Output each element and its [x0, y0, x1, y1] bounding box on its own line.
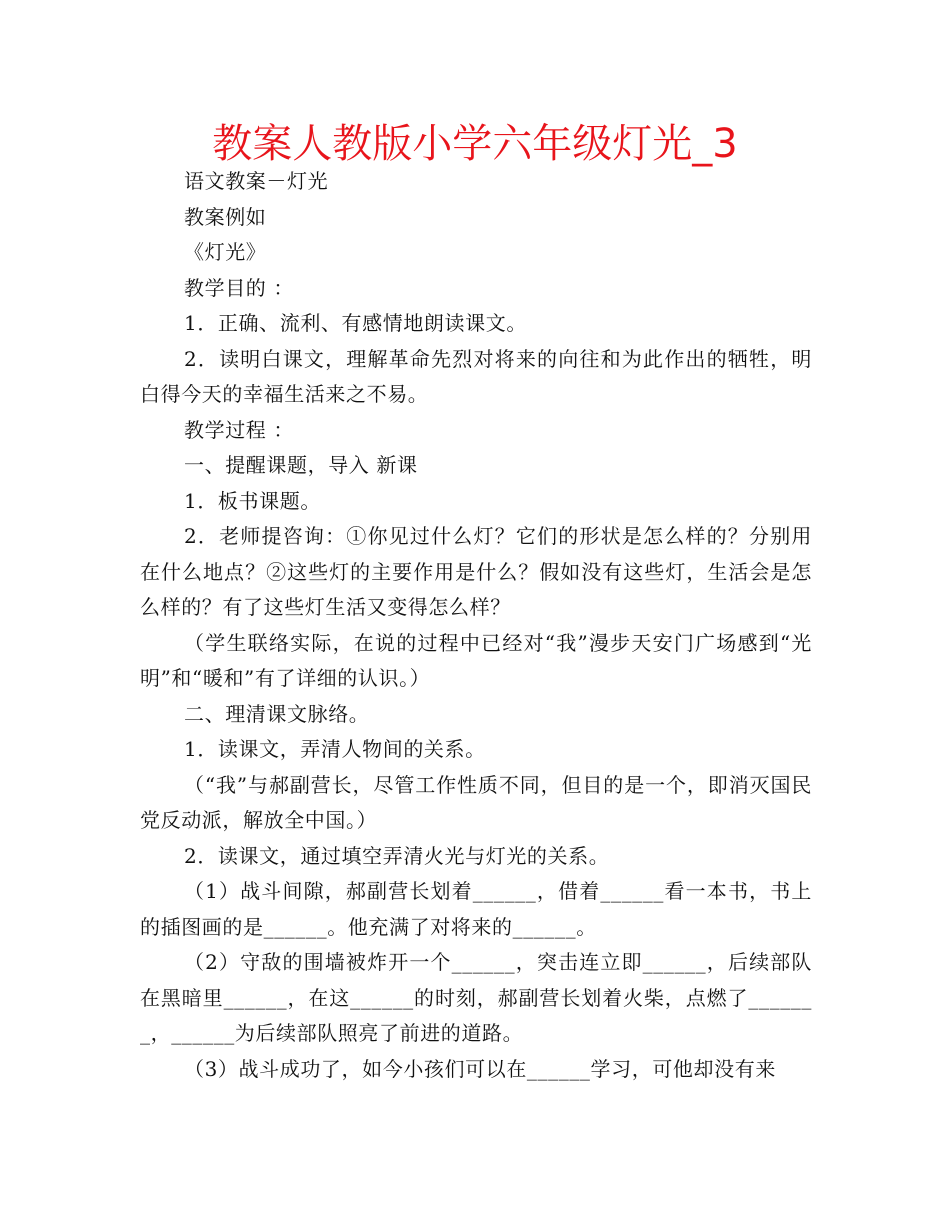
document-body — [140, 164, 812, 1087]
paragraph: （学生联络实际，在说的过程中已经对“我”漫步天安门广场感到“光明”和“暖和”有了详细的认识。） — [140, 630, 812, 690]
paragraph: （2）守敌的围墙被炸开一个______，突击连立即______，后续部队在黑暗里______，在这______的时刻，郝副营长划着火柴，点燃了_______，______为后续部队照亮了前进的道路。 — [140, 950, 812, 1045]
paragraph: 教案例如 — [184, 204, 267, 229]
paragraph: 语文教案－灯光 — [184, 169, 329, 193]
paragraph: 2．读明白课文，理解革命先烈对将来的向往和为此作出的牺牲，明白得今天的幸福生活来之不易。 — [140, 346, 812, 406]
paragraph: 2．读课文，通过填空弄清火光与灯光的关系。 — [184, 843, 610, 868]
paragraph: 1．正确、流利、有感情地朗读课文。 — [184, 311, 527, 335]
paragraph: 教学目的 ： — [184, 275, 294, 300]
paragraph: （“我”与郝副营长，尽管工作性质不同，但目的是一个，即消灭国民党反动派，解放全中国。） — [140, 772, 812, 832]
paragraph: （3）战斗成功了，如今小孩们可以在______学习，可他却没有来 — [184, 1056, 776, 1081]
paragraph: 1．板书课题。 — [184, 488, 321, 513]
paragraph: （1）战斗间隙，郝副营长划着______，借着______看一本书，书上的插图画的是______。他充满了对将来的______。 — [140, 879, 812, 939]
paragraph: 1．读课文，弄清人物间的关系。 — [184, 737, 486, 761]
paragraph: 一、提醒课题，导入 新课 — [184, 453, 418, 477]
paragraph: 二、理清课文脉络。 — [184, 701, 370, 726]
paragraph: 2．老师提咨询：①你见过什么灯？它们的形状是怎么样的？分别用在什么地点？②这些灯的主要作用是什么？假如没有这些灯，生活会是怎么样的？有了这些灯生活又变得怎么样？ — [140, 524, 812, 619]
document-title: 教案人教版小学六年级灯光_3 — [212, 121, 738, 167]
paragraph: 《灯光》 — [184, 240, 267, 264]
paragraph: 教学过程 ： — [184, 417, 294, 442]
